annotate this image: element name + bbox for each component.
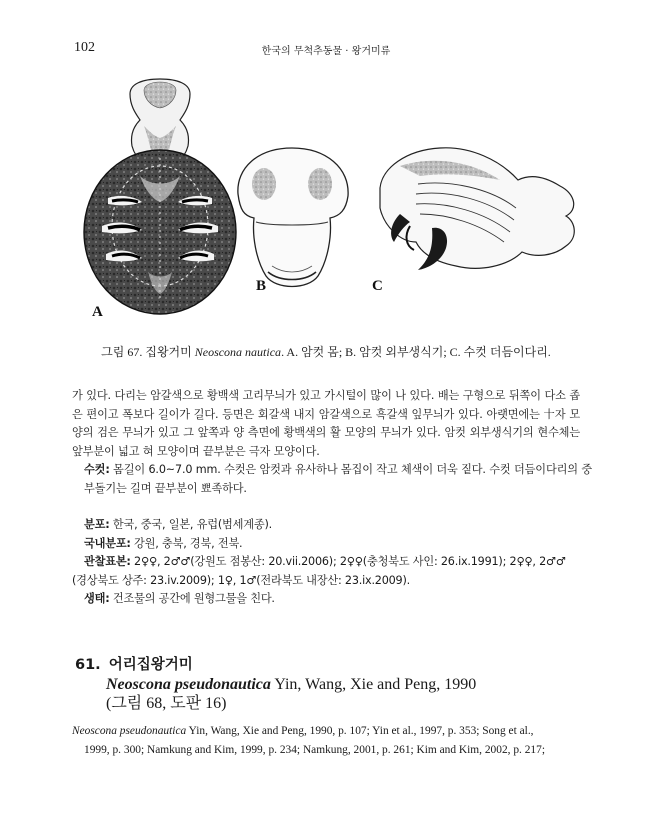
distribution-row xyxy=(72,516,587,535)
figure-b-epigynum xyxy=(238,148,348,294)
species-authority: Yin, Wang, Xie and Peng, 1990 xyxy=(270,676,477,693)
running-head: 한국의 무척추동물 · 왕거미류 xyxy=(261,46,391,57)
caption-rest: . A. 암컷 몸; B. 암컷 외부생식기; C. 수컷 더듬이다리. xyxy=(281,345,551,359)
caption-species: Neoscona nautica xyxy=(194,345,282,359)
specimens-row xyxy=(72,553,587,572)
figure-label-c: C xyxy=(372,278,383,294)
figure-label-b: B xyxy=(256,278,267,294)
page-number: 102 xyxy=(74,40,95,55)
reference-line1 xyxy=(72,722,582,741)
species-heading-line1 xyxy=(75,655,476,675)
species-heading-line2 xyxy=(75,675,476,694)
species-heading xyxy=(75,655,476,713)
specimens-line1: 2♀♀, 2♂♂(강원도 점봉산: 20.vii.2006); 2♀♀(충청북도 사인: 26.ix.1991); 2♀♀, 2♂♂ xyxy=(130,555,566,569)
species-korean-name: 어리집왕거미 xyxy=(108,657,193,673)
figure-label-a: A xyxy=(92,304,103,320)
ecology-label: 생태: xyxy=(84,592,110,606)
domestic-distribution-row xyxy=(72,535,587,554)
domestic-label: 국내분포: xyxy=(84,536,131,550)
ecology-text: 건조물의 공간에 원형그물을 친다. xyxy=(109,592,275,606)
male-text: 몸길이 6.0~7.0 mm. 수컷은 암컷과 유사하나 몸집이 작고 체색이 더욱 짙다. 수컷 더듬이다리의 중부돌기는 길며 끝부분이 뾰족하다. xyxy=(84,463,592,495)
specimens-line2: (경상북도 상주: 23.iv.2009); 1♀, 1♂(전라북도 내장산: 23.ix.2009). xyxy=(72,573,410,587)
species-metadata xyxy=(72,516,587,609)
domestic-text: 강원, 충북, 경북, 전북. xyxy=(130,536,243,550)
species-scientific-name: Neoscona pseudonautica xyxy=(106,676,271,693)
male-label: 수컷: xyxy=(84,463,110,476)
ecology-row xyxy=(72,590,587,609)
species-figure-ref: (그림 68, 도판 16) xyxy=(106,695,227,712)
references xyxy=(72,722,582,760)
specimens-label: 관찰표본: xyxy=(84,555,131,569)
description-paragraph: 가 있다. 다리는 암갈색으로 황백색 고리무늬가 있고 가시털이 많이 나 있다. 배는 구형으로 뒤쪽이 다소 좁은 편이고 폭보다 길이가 길다. 등면은 회갈색 내지 암갈색으로 흑갈색 잎무늬가 있다. 아랫면에는 十자 모양의 검은 무늬가 있고 그 앞쪽과 양 측면에 황백색의 활 모양의 무늬가 있다. 암컷 외부생식기의 현수체는 앞부분이 넓고 혀 모양이며 끝부분은 극자 모양이다. xyxy=(72,389,580,458)
reference-species: Neoscona pseudonautica xyxy=(72,725,187,737)
specimens-row-continued xyxy=(72,572,587,591)
caption-prefix: 그림 67. 집왕거미 xyxy=(101,345,195,359)
figure-a-female-body xyxy=(84,79,236,320)
figure-caption xyxy=(0,343,652,360)
reference-line1-rest: Yin, Wang, Xie and Peng, 1990, p. 107; Yin et al., 1997, p. 353; Song et al., xyxy=(186,725,534,737)
distribution-label: 분포: xyxy=(84,518,110,531)
species-number: 61. xyxy=(75,657,101,673)
figure-c-male-palp xyxy=(372,148,574,294)
reference-line2: 1999, p. 300; Namkung and Kim, 1999, p. 234; Namkung, 2001, p. 261; Kim and Kim, 2002, p. 217; xyxy=(84,744,545,756)
male-description xyxy=(72,461,592,498)
distribution-text: 한국, 중국, 일본, 유럽(범세계종). xyxy=(109,518,272,531)
spider-figure xyxy=(70,76,590,326)
